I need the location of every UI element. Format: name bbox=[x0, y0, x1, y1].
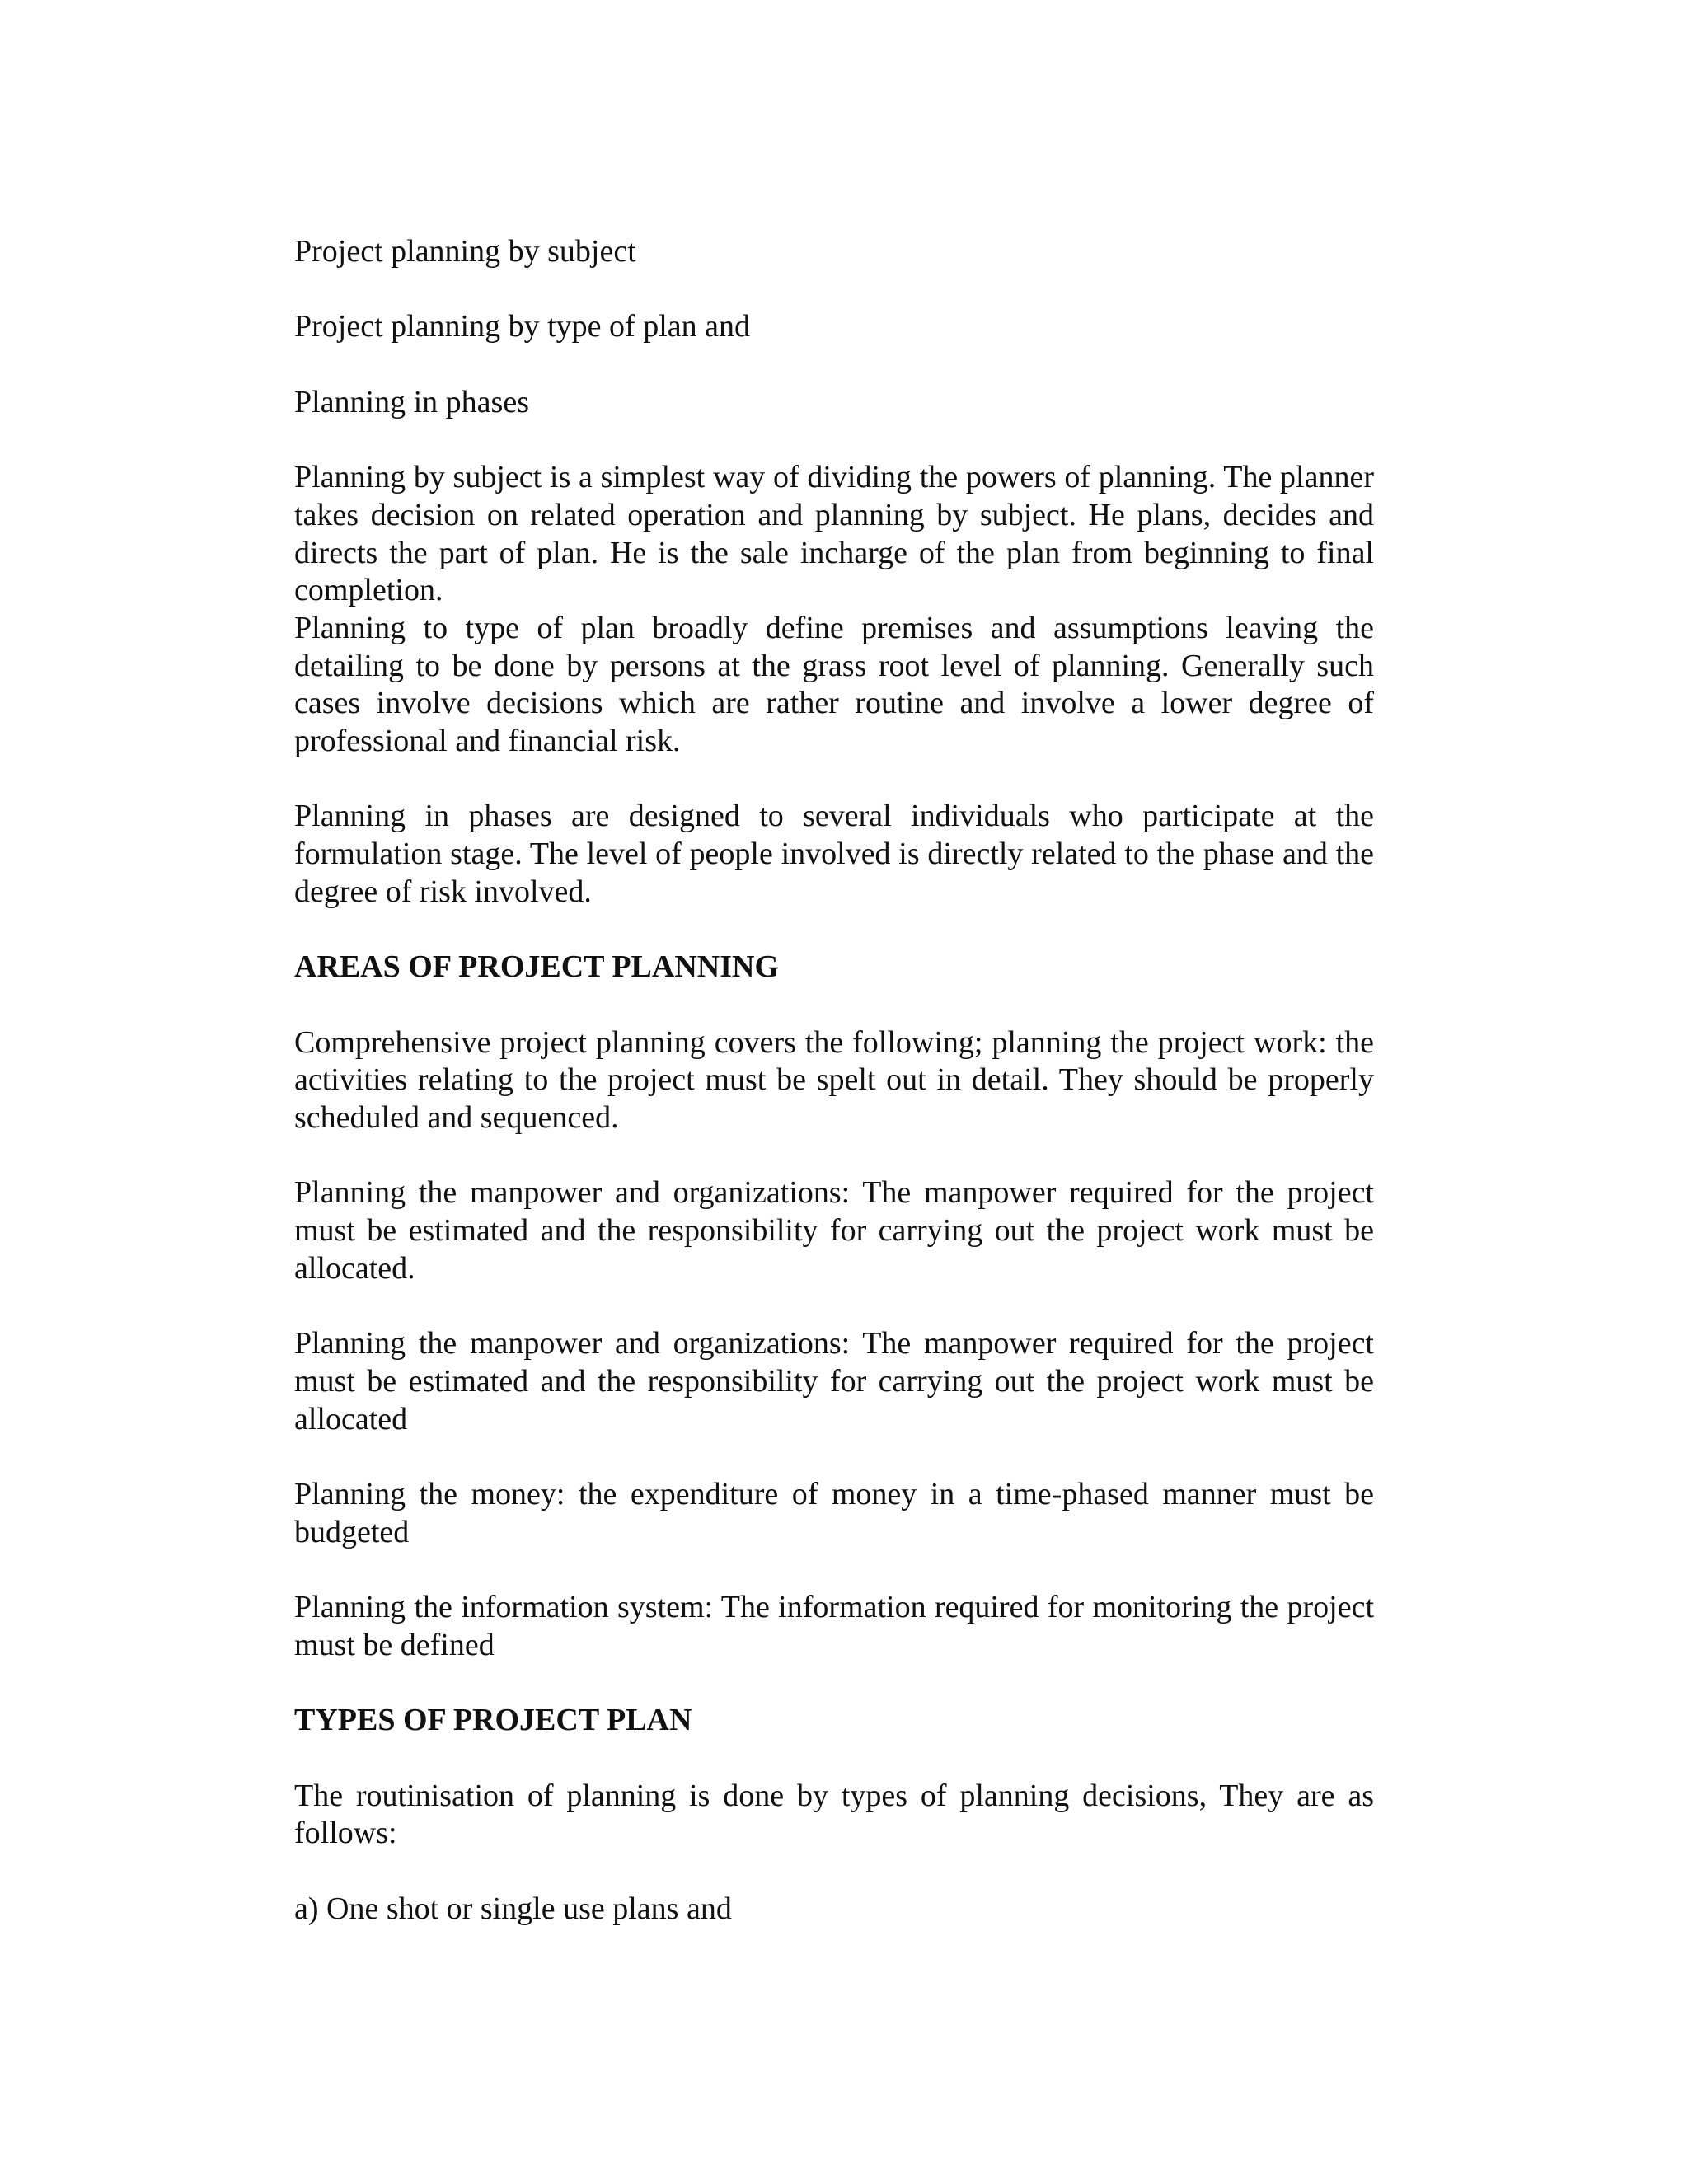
heading-types-of-project-plan: TYPES OF PROJECT PLAN bbox=[294, 1703, 692, 1738]
paragraph-money-planning: Planning the money: the expenditure of money in a time-phased manner must be budgeted bbox=[294, 1477, 1374, 1549]
list-item-single-use-plans: a) One shot or single use plans and bbox=[294, 1891, 732, 1926]
paragraph-manpower-planning-repeat: Planning the manpower and organizations: The manpower required for the project must be estimated and the responsibility for carrying out the project work must be allocated bbox=[294, 1326, 1374, 1436]
paragraph-planning-in-phases: Planning in phases are designed to several individuals who participate at the formulation stage. The level of people involved is directly related to the phase and the degree of risk involved. bbox=[294, 799, 1374, 909]
intro-item-type-of-plan: Project planning by type of plan and bbox=[294, 309, 750, 344]
paragraph-planning-by-type: Planning to type of plan broadly define premises and assumptions leaving the detailing to be done by persons at the grass root level of planning. Generally such cases involve decisions which are rather routine and involve a lower degree of professional and financial risk. bbox=[294, 610, 1374, 759]
intro-item-subject: Project planning by subject bbox=[294, 234, 636, 269]
intro-item-phases: Planning in phases bbox=[294, 384, 529, 419]
paragraph-information-system-planning: Planning the information system: The information required for monitoring the project must be defined bbox=[294, 1590, 1374, 1662]
heading-areas-of-project-planning: AREAS OF PROJECT PLANNING bbox=[294, 949, 779, 985]
document-page bbox=[294, 233, 1374, 1928]
paragraph-planning-by-subject: Planning by subject is a simplest way of dividing the powers of planning. The planner takes decision on related operation and planning by subject. He plans, decides and directs the part of plan. He is the sale incharge of the plan from beginning to final completion. bbox=[294, 460, 1374, 608]
paragraph-types-intro: The routinisation of planning is done by types of planning decisions, They are as follows: bbox=[294, 1778, 1374, 1851]
paragraph-manpower-planning: Planning the manpower and organizations: The manpower required for the project must be estimated and the responsibility for carrying out the project work must be allocated. bbox=[294, 1175, 1374, 1286]
paragraph-comprehensive-planning: Comprehensive project planning covers the following; planning the project work: the activities relating to the project must be spelt out in detail. They should be properly scheduled and sequenced. bbox=[294, 1024, 1374, 1136]
